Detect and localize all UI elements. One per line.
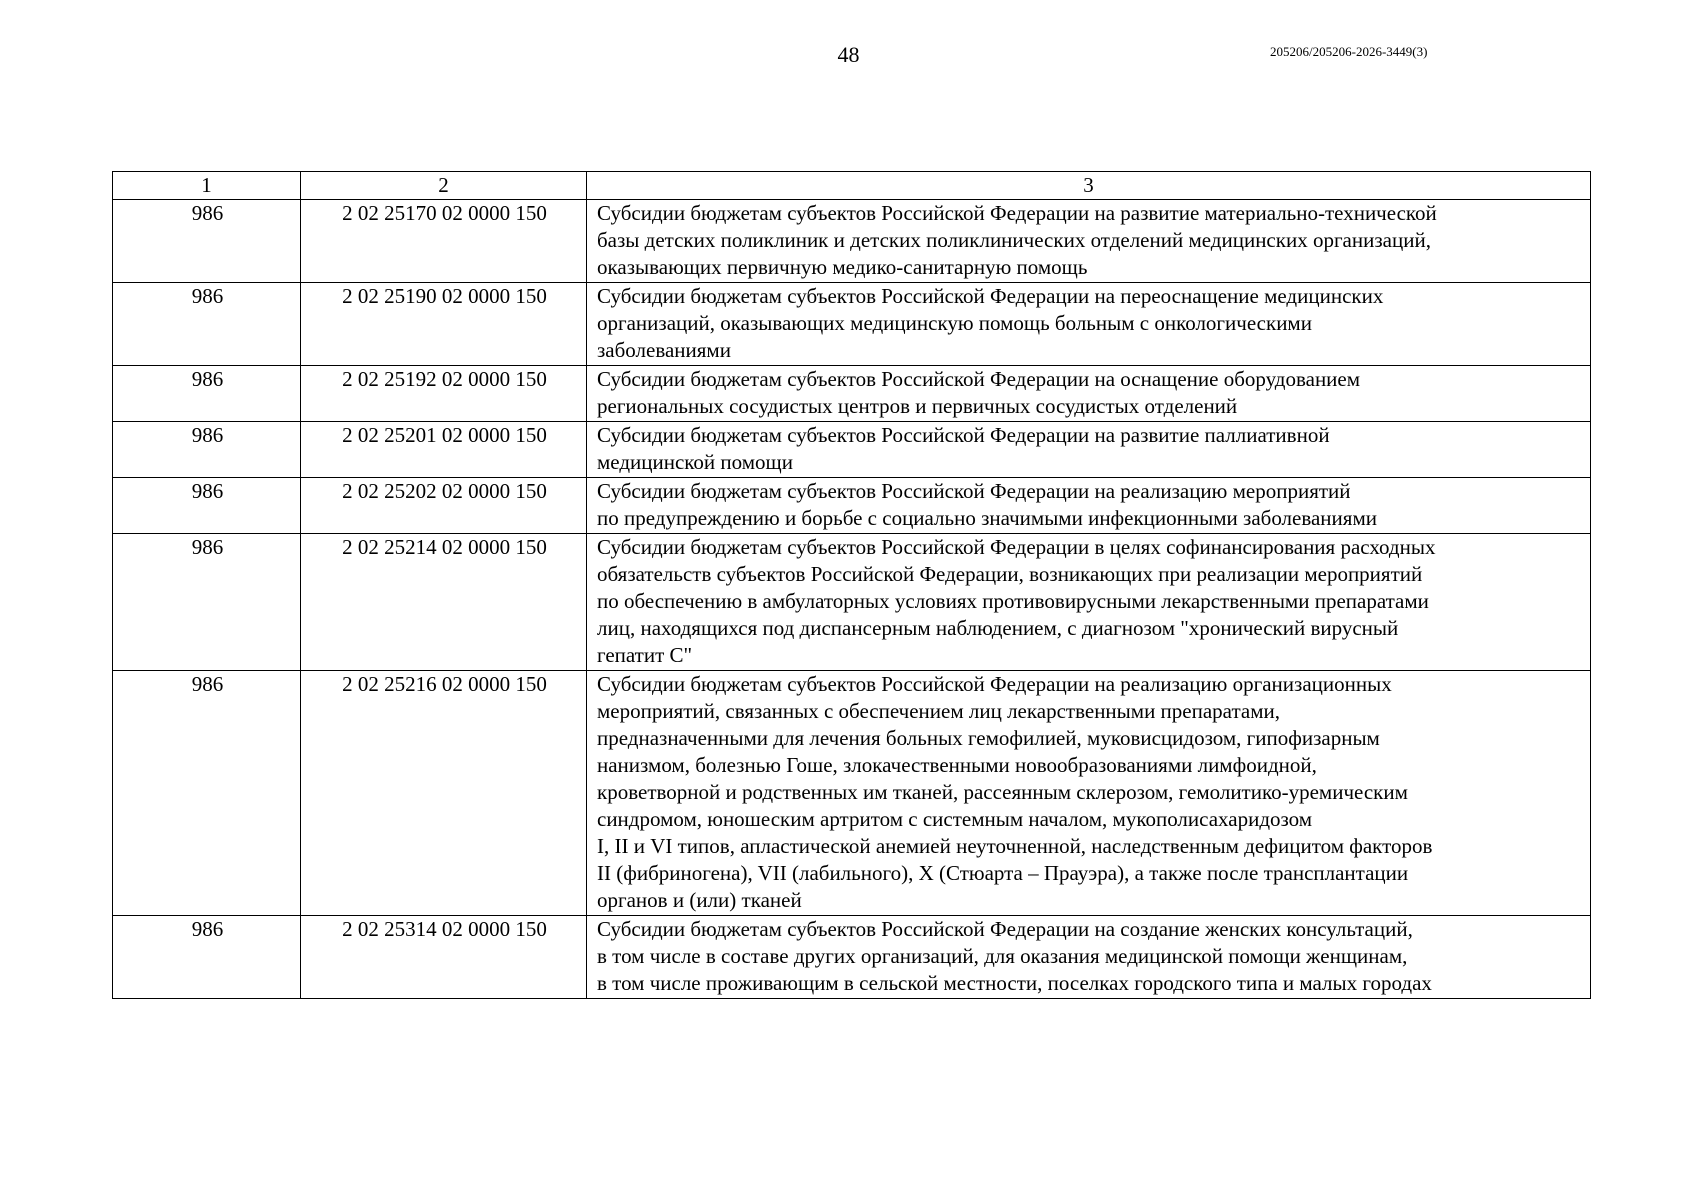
table-row — [113, 478, 1591, 534]
page-number: 48 — [837, 42, 860, 67]
admin-code-cell: 986 — [113, 478, 301, 534]
description-cell: Субсидии бюджетам субъектов Российской Федерации на развитие материально-технической базы детских поликлиник и детских поликлинических отделений медицинских организаций, оказывающих первичную медико-санитарную помощь — [587, 200, 1591, 283]
table-row — [113, 366, 1591, 422]
description-cell: Субсидии бюджетам субъектов Российской Федерации на оснащение оборудованием региональных сосудистых центров и первичных сосудистых отделений — [587, 366, 1591, 422]
description-cell: Субсидии бюджетам субъектов Российской Федерации в целях софинансирования расходных обязательств субъектов Российской Федерации, возникающих при реализации мероприятий по обеспечению в амбулаторных условиях противовирусными лекарственными препаратами лиц, находящихся под диспансерным наблюдением, с диагнозом "хронический вирусный гепатит С" — [587, 534, 1591, 671]
income-code-cell: 2 02 25170 02 0000 150 — [301, 200, 587, 283]
income-code-cell: 2 02 25202 02 0000 150 — [301, 478, 587, 534]
admin-code-cell: 986 — [113, 916, 301, 999]
admin-code-cell: 986 — [113, 671, 301, 916]
table-row — [113, 916, 1591, 999]
description-cell: Субсидии бюджетам субъектов Российской Федерации на развитие паллиативной медицинской помощи — [587, 422, 1591, 478]
admin-code-cell: 986 — [113, 283, 301, 366]
header-col-3: 3 — [587, 172, 1591, 200]
income-code-cell: 2 02 25314 02 0000 150 — [301, 916, 587, 999]
admin-code-cell: 986 — [113, 534, 301, 671]
classification-table — [112, 171, 1591, 999]
income-code-cell: 2 02 25201 02 0000 150 — [301, 422, 587, 478]
table-row — [113, 671, 1591, 916]
income-code-cell: 2 02 25216 02 0000 150 — [301, 671, 587, 916]
document-id: 205206/205206-2026-3449(3) — [1270, 44, 1428, 59]
description-cell: Субсидии бюджетам субъектов Российской Федерации на переоснащение медицинских организаций, оказывающих медицинскую помощь больным с онкологическими заболеваниями — [587, 283, 1591, 366]
admin-code-cell: 986 — [113, 200, 301, 283]
table-row — [113, 422, 1591, 478]
table-row — [113, 283, 1591, 366]
income-code-cell: 2 02 25214 02 0000 150 — [301, 534, 587, 671]
table-header-row — [113, 172, 1591, 200]
admin-code-cell: 986 — [113, 422, 301, 478]
income-code-cell: 2 02 25190 02 0000 150 — [301, 283, 587, 366]
header-col-1: 1 — [113, 172, 301, 200]
description-cell: Субсидии бюджетам субъектов Российской Федерации на создание женских консультаций, в том числе в составе других организаций, для оказания медицинской помощи женщинам, в том числе проживающим в сельской местности, поселках городского типа и малых городах — [587, 916, 1591, 999]
description-cell: Субсидии бюджетам субъектов Российской Федерации на реализацию мероприятий по предупреждению и борьбе с социально значимыми инфекционными заболеваниями — [587, 478, 1591, 534]
table-row — [113, 200, 1591, 283]
header-col-2: 2 — [301, 172, 587, 200]
admin-code-cell: 986 — [113, 366, 301, 422]
table-row — [113, 534, 1591, 671]
income-code-cell: 2 02 25192 02 0000 150 — [301, 366, 587, 422]
description-cell: Субсидии бюджетам субъектов Российской Федерации на реализацию организационных мероприятий, связанных с обеспечением лиц лекарственными препаратами, предназначенными для лечения больных гемофилией, муковисцидозом, гипофизарным нанизмом, болезнью Гоше, злокачественными новообразованиями лимфоидной, кроветворной и родственных им тканей, рассеянным склерозом, гемолитико-уремическим синдромом, юношеским артритом с системным началом, мукополисахаридозом I, II и VI типов, апластической анемией неуточненной, наследственным дефицитом факторов II (фибриногена), VII (лабильного), X (Стюарта – Прауэра), а также после трансплантации органов и (или) тканей — [587, 671, 1591, 916]
